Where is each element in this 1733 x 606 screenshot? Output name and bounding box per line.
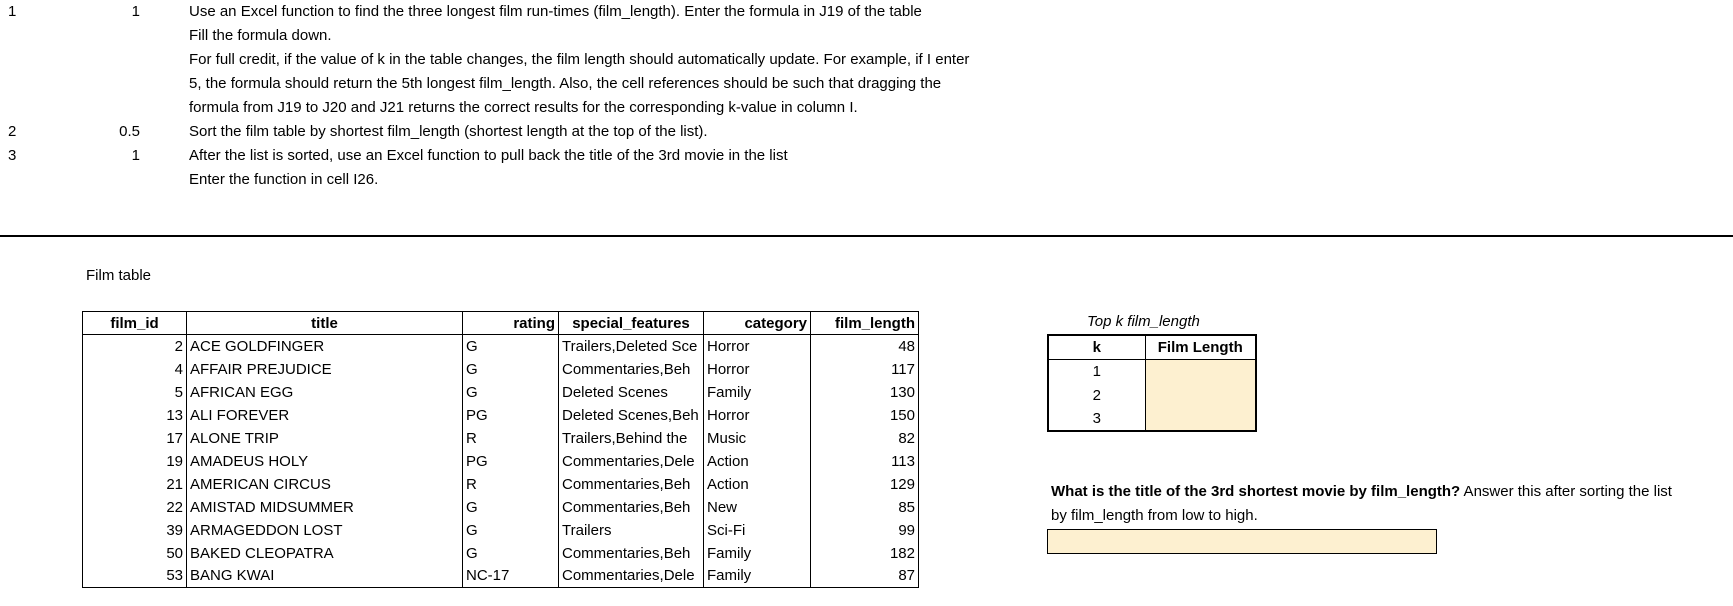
question-bold: What is the title of the 3rd shortest movie by film_length?	[1051, 483, 1461, 500]
film-id-cell[interactable]: 13	[83, 404, 187, 427]
category-cell[interactable]: Family	[704, 381, 811, 404]
table-row	[83, 381, 919, 404]
instruction-line: Sort the film table by shortest film_length (shortest length at the top of the list).	[189, 123, 708, 140]
column-header-title[interactable]: title	[187, 312, 463, 335]
category-cell[interactable]: Horror	[704, 358, 811, 381]
category-cell[interactable]: Sci-Fi	[704, 519, 811, 542]
film-length-cell[interactable]: 99	[811, 519, 919, 542]
film-length-cell[interactable]: 130	[811, 381, 919, 404]
special-features-cell[interactable]: Commentaries,Dele	[559, 565, 704, 588]
film-length-cell[interactable]: 182	[811, 542, 919, 565]
rating-cell[interactable]: NC-17	[463, 565, 559, 588]
film-length-cell[interactable]: 87	[811, 565, 919, 588]
table-row	[83, 519, 919, 542]
rating-cell[interactable]: PG	[463, 450, 559, 473]
film-id-cell[interactable]: 5	[83, 381, 187, 404]
instruction-line: Use an Excel function to find the three longest film run-times (film_length). Enter the formula in J19 of the table	[189, 3, 922, 20]
special-features-cell[interactable]: Commentaries,Beh	[559, 473, 704, 496]
topk-row	[1048, 407, 1256, 431]
film-id-cell[interactable]: 21	[83, 473, 187, 496]
topk-k-cell[interactable]: 3	[1048, 407, 1145, 431]
title-cell[interactable]: AMADEUS HOLY	[187, 450, 463, 473]
film-id-cell[interactable]: 50	[83, 542, 187, 565]
rating-cell[interactable]: G	[463, 381, 559, 404]
topk-row	[1048, 383, 1256, 407]
rating-cell[interactable]: R	[463, 427, 559, 450]
film-table	[82, 311, 919, 588]
table-row	[83, 427, 919, 450]
film-table-header-row	[83, 312, 919, 335]
film-length-cell[interactable]: 129	[811, 473, 919, 496]
topk-title: Top k film_length	[1087, 313, 1200, 330]
film-id-cell[interactable]: 4	[83, 358, 187, 381]
title-cell[interactable]: ALONE TRIP	[187, 427, 463, 450]
film-length-cell[interactable]: 150	[811, 404, 919, 427]
film-id-cell[interactable]: 22	[83, 496, 187, 519]
special-features-cell[interactable]: Commentaries,Beh	[559, 542, 704, 565]
column-header-category[interactable]: category	[704, 312, 811, 335]
rating-cell[interactable]: G	[463, 358, 559, 381]
special-features-cell[interactable]: Commentaries,Dele	[559, 450, 704, 473]
question-points: 1	[131, 3, 140, 20]
table-row	[83, 358, 919, 381]
topk-length-input-cell[interactable]	[1145, 359, 1256, 383]
title-cell[interactable]: ARMAGEDDON LOST	[187, 519, 463, 542]
question-points: 1	[131, 147, 140, 164]
table-row	[83, 496, 919, 519]
film-length-cell[interactable]: 82	[811, 427, 919, 450]
topk-header-k[interactable]: k	[1048, 335, 1145, 359]
table-row	[83, 335, 919, 358]
answer-input-cell[interactable]	[1047, 529, 1437, 554]
special-features-cell[interactable]: Trailers	[559, 519, 704, 542]
category-cell[interactable]: Horror	[704, 404, 811, 427]
film-id-cell[interactable]: 19	[83, 450, 187, 473]
category-cell[interactable]: Family	[704, 542, 811, 565]
title-cell[interactable]: AFRICAN EGG	[187, 381, 463, 404]
instruction-line: Enter the function in cell I26.	[189, 171, 379, 188]
instruction-line: For full credit, if the value of k in the table changes, the film length should automatically update. For example, if I enter	[189, 51, 970, 68]
table-row	[83, 404, 919, 427]
topk-k-cell[interactable]: 1	[1048, 359, 1145, 383]
question-number: 2	[8, 123, 17, 140]
film-id-cell[interactable]: 17	[83, 427, 187, 450]
instruction-line: 5, the formula should return the 5th longest film_length. Also, the cell references should be such that dragging the	[189, 75, 942, 92]
film-length-cell[interactable]: 117	[811, 358, 919, 381]
title-cell[interactable]: ALI FOREVER	[187, 404, 463, 427]
column-header-special-features[interactable]: special_features	[559, 312, 704, 335]
topk-k-cell[interactable]: 2	[1048, 383, 1145, 407]
column-header-film-id[interactable]: film_id	[83, 312, 187, 335]
rating-cell[interactable]: PG	[463, 404, 559, 427]
column-header-rating[interactable]: rating	[463, 312, 559, 335]
title-cell[interactable]: BANG KWAI	[187, 565, 463, 588]
category-cell[interactable]: New	[704, 496, 811, 519]
rating-cell[interactable]: G	[463, 496, 559, 519]
film-id-cell[interactable]: 53	[83, 565, 187, 588]
instruction-line: Fill the formula down.	[189, 27, 332, 44]
question-points: 0.5	[119, 123, 140, 140]
question-text	[1051, 483, 1672, 500]
film-length-cell[interactable]: 85	[811, 496, 919, 519]
rating-cell[interactable]: R	[463, 473, 559, 496]
rating-cell[interactable]: G	[463, 542, 559, 565]
table-row	[83, 542, 919, 565]
special-features-cell[interactable]: Trailers,Behind the	[559, 427, 704, 450]
special-features-cell[interactable]: Deleted Scenes	[559, 381, 704, 404]
rating-cell[interactable]: G	[463, 519, 559, 542]
question-number: 1	[8, 3, 17, 20]
title-cell[interactable]: BAKED CLEOPATRA	[187, 542, 463, 565]
question-number: 3	[8, 147, 17, 164]
film-id-cell[interactable]: 2	[83, 335, 187, 358]
title-cell[interactable]: AMISTAD MIDSUMMER	[187, 496, 463, 519]
question-line-2: by film_length from low to high.	[1051, 507, 1258, 524]
instruction-line: formula from J19 to J20 and J21 returns the correct results for the corresponding k-value in column I.	[189, 99, 858, 116]
table-row	[83, 473, 919, 496]
topk-length-input-cell[interactable]	[1145, 383, 1256, 407]
category-cell[interactable]: Action	[704, 473, 811, 496]
rating-cell[interactable]: G	[463, 335, 559, 358]
category-cell[interactable]: Family	[704, 565, 811, 588]
section-divider	[0, 235, 1733, 237]
film-length-cell[interactable]: 113	[811, 450, 919, 473]
title-cell[interactable]: AMERICAN CIRCUS	[187, 473, 463, 496]
title-cell[interactable]: ACE GOLDFINGER	[187, 335, 463, 358]
column-header-film-length[interactable]: film_length	[811, 312, 919, 335]
topk-header-film-length[interactable]: Film Length	[1145, 335, 1256, 359]
topk-length-input-cell[interactable]	[1145, 407, 1256, 431]
category-cell[interactable]: Music	[704, 427, 811, 450]
special-features-cell[interactable]: Commentaries,Beh	[559, 496, 704, 519]
question-rest: Answer this after sorting the list	[1460, 483, 1672, 500]
special-features-cell[interactable]: Trailers,Deleted Sce	[559, 335, 704, 358]
category-cell[interactable]: Horror	[704, 335, 811, 358]
table-row	[83, 565, 919, 588]
category-cell[interactable]: Action	[704, 450, 811, 473]
film-table-label: Film table	[86, 267, 152, 284]
film-length-cell[interactable]: 48	[811, 335, 919, 358]
film-id-cell[interactable]: 39	[83, 519, 187, 542]
table-row	[83, 450, 919, 473]
title-cell[interactable]: AFFAIR PREJUDICE	[187, 358, 463, 381]
instruction-line: After the list is sorted, use an Excel function to pull back the title of the 3rd movie in the list	[189, 147, 788, 164]
special-features-cell[interactable]: Deleted Scenes,Beh	[559, 404, 704, 427]
topk-table	[1047, 334, 1257, 432]
topk-row	[1048, 359, 1256, 383]
special-features-cell[interactable]: Commentaries,Beh	[559, 358, 704, 381]
